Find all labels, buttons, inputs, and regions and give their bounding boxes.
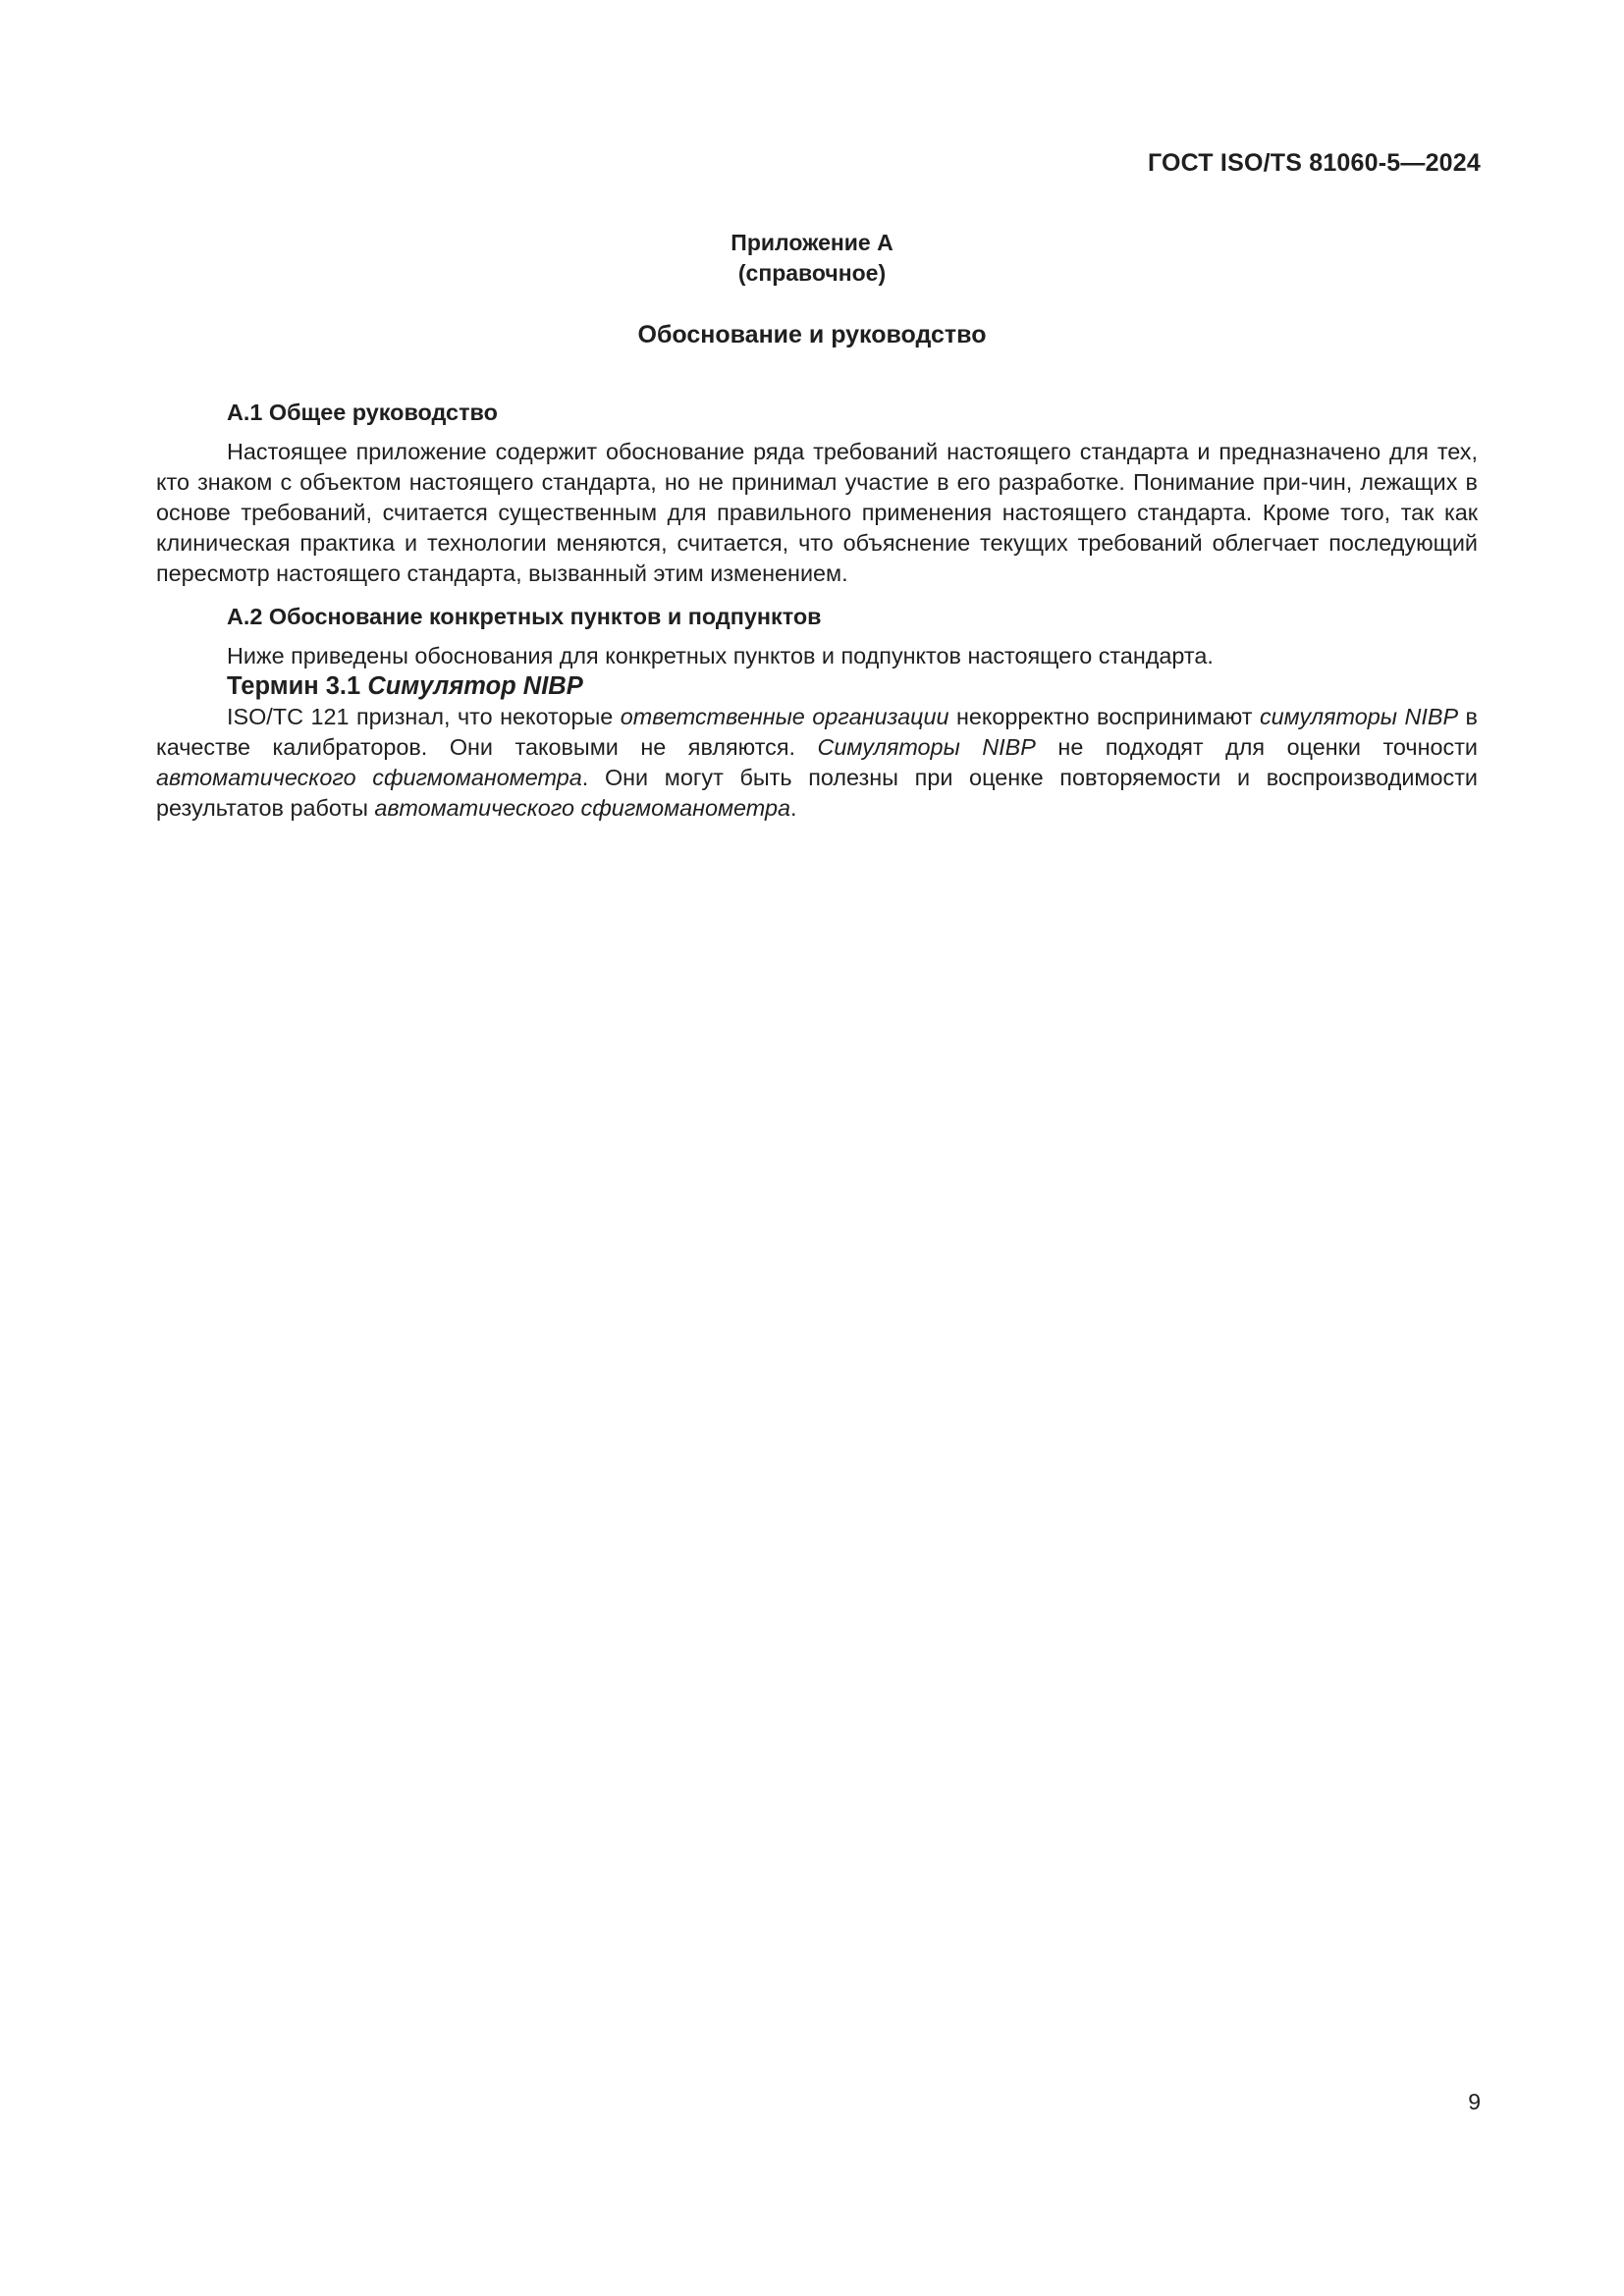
document-code: ГОСТ ISO/TS 81060-5—2024 bbox=[1147, 149, 1481, 177]
section-a1 bbox=[156, 398, 1478, 589]
term-heading bbox=[156, 671, 1478, 702]
term-name: Симулятор NIBP bbox=[367, 672, 583, 700]
section-a1-heading: А.1 Общее руководство bbox=[227, 400, 498, 425]
section-a2 bbox=[156, 602, 1478, 824]
section-a1-paragraph: Настоящее приложение содержит обоснование ряда требований настоящего стандарта и предназначено для тех, кто знаком с объектом настоящего стандарта, но не принимал участие в его разработке. Понимание при-чин, лежащих в основе требований, считается существенным для правильного применения настоящего стандарта. Кроме того, так как клиническая практика и технологии меняются, считается, что объяснение текущих требований облегчает последующий пересмотр настоящего стандарта, вызванный этим изменением. bbox=[156, 439, 1478, 586]
term-label: Термин 3.1 bbox=[227, 672, 361, 700]
term-paragraph: ISO/TC 121 признал, что некоторые ответственные организации некорректно воспринимают симуляторы NIBP в качестве калибраторов. Они таковыми не являются. Симуляторы NIBP не подходят для оценки точности автоматического сфигмоманометра. Они могут быть полезны при оценке повторяемости и воспроизводимости результатов работы автоматического сфигмоманометра. bbox=[156, 704, 1479, 821]
annex-name: Обоснование и руководство bbox=[637, 321, 987, 348]
annex-subtitle: (справочное) bbox=[737, 260, 887, 286]
section-a2-heading: А.2 Обоснование конкретных пунктов и подпунктов bbox=[227, 604, 822, 629]
annex-title: Приложение А bbox=[731, 230, 893, 255]
annex-heading bbox=[0, 228, 1624, 289]
page-number: 9 bbox=[1468, 2089, 1481, 2114]
section-a2-intro: Ниже приведены обоснования для конкретных пунктов и подпунктов настоящего стандарта. bbox=[227, 643, 1214, 668]
